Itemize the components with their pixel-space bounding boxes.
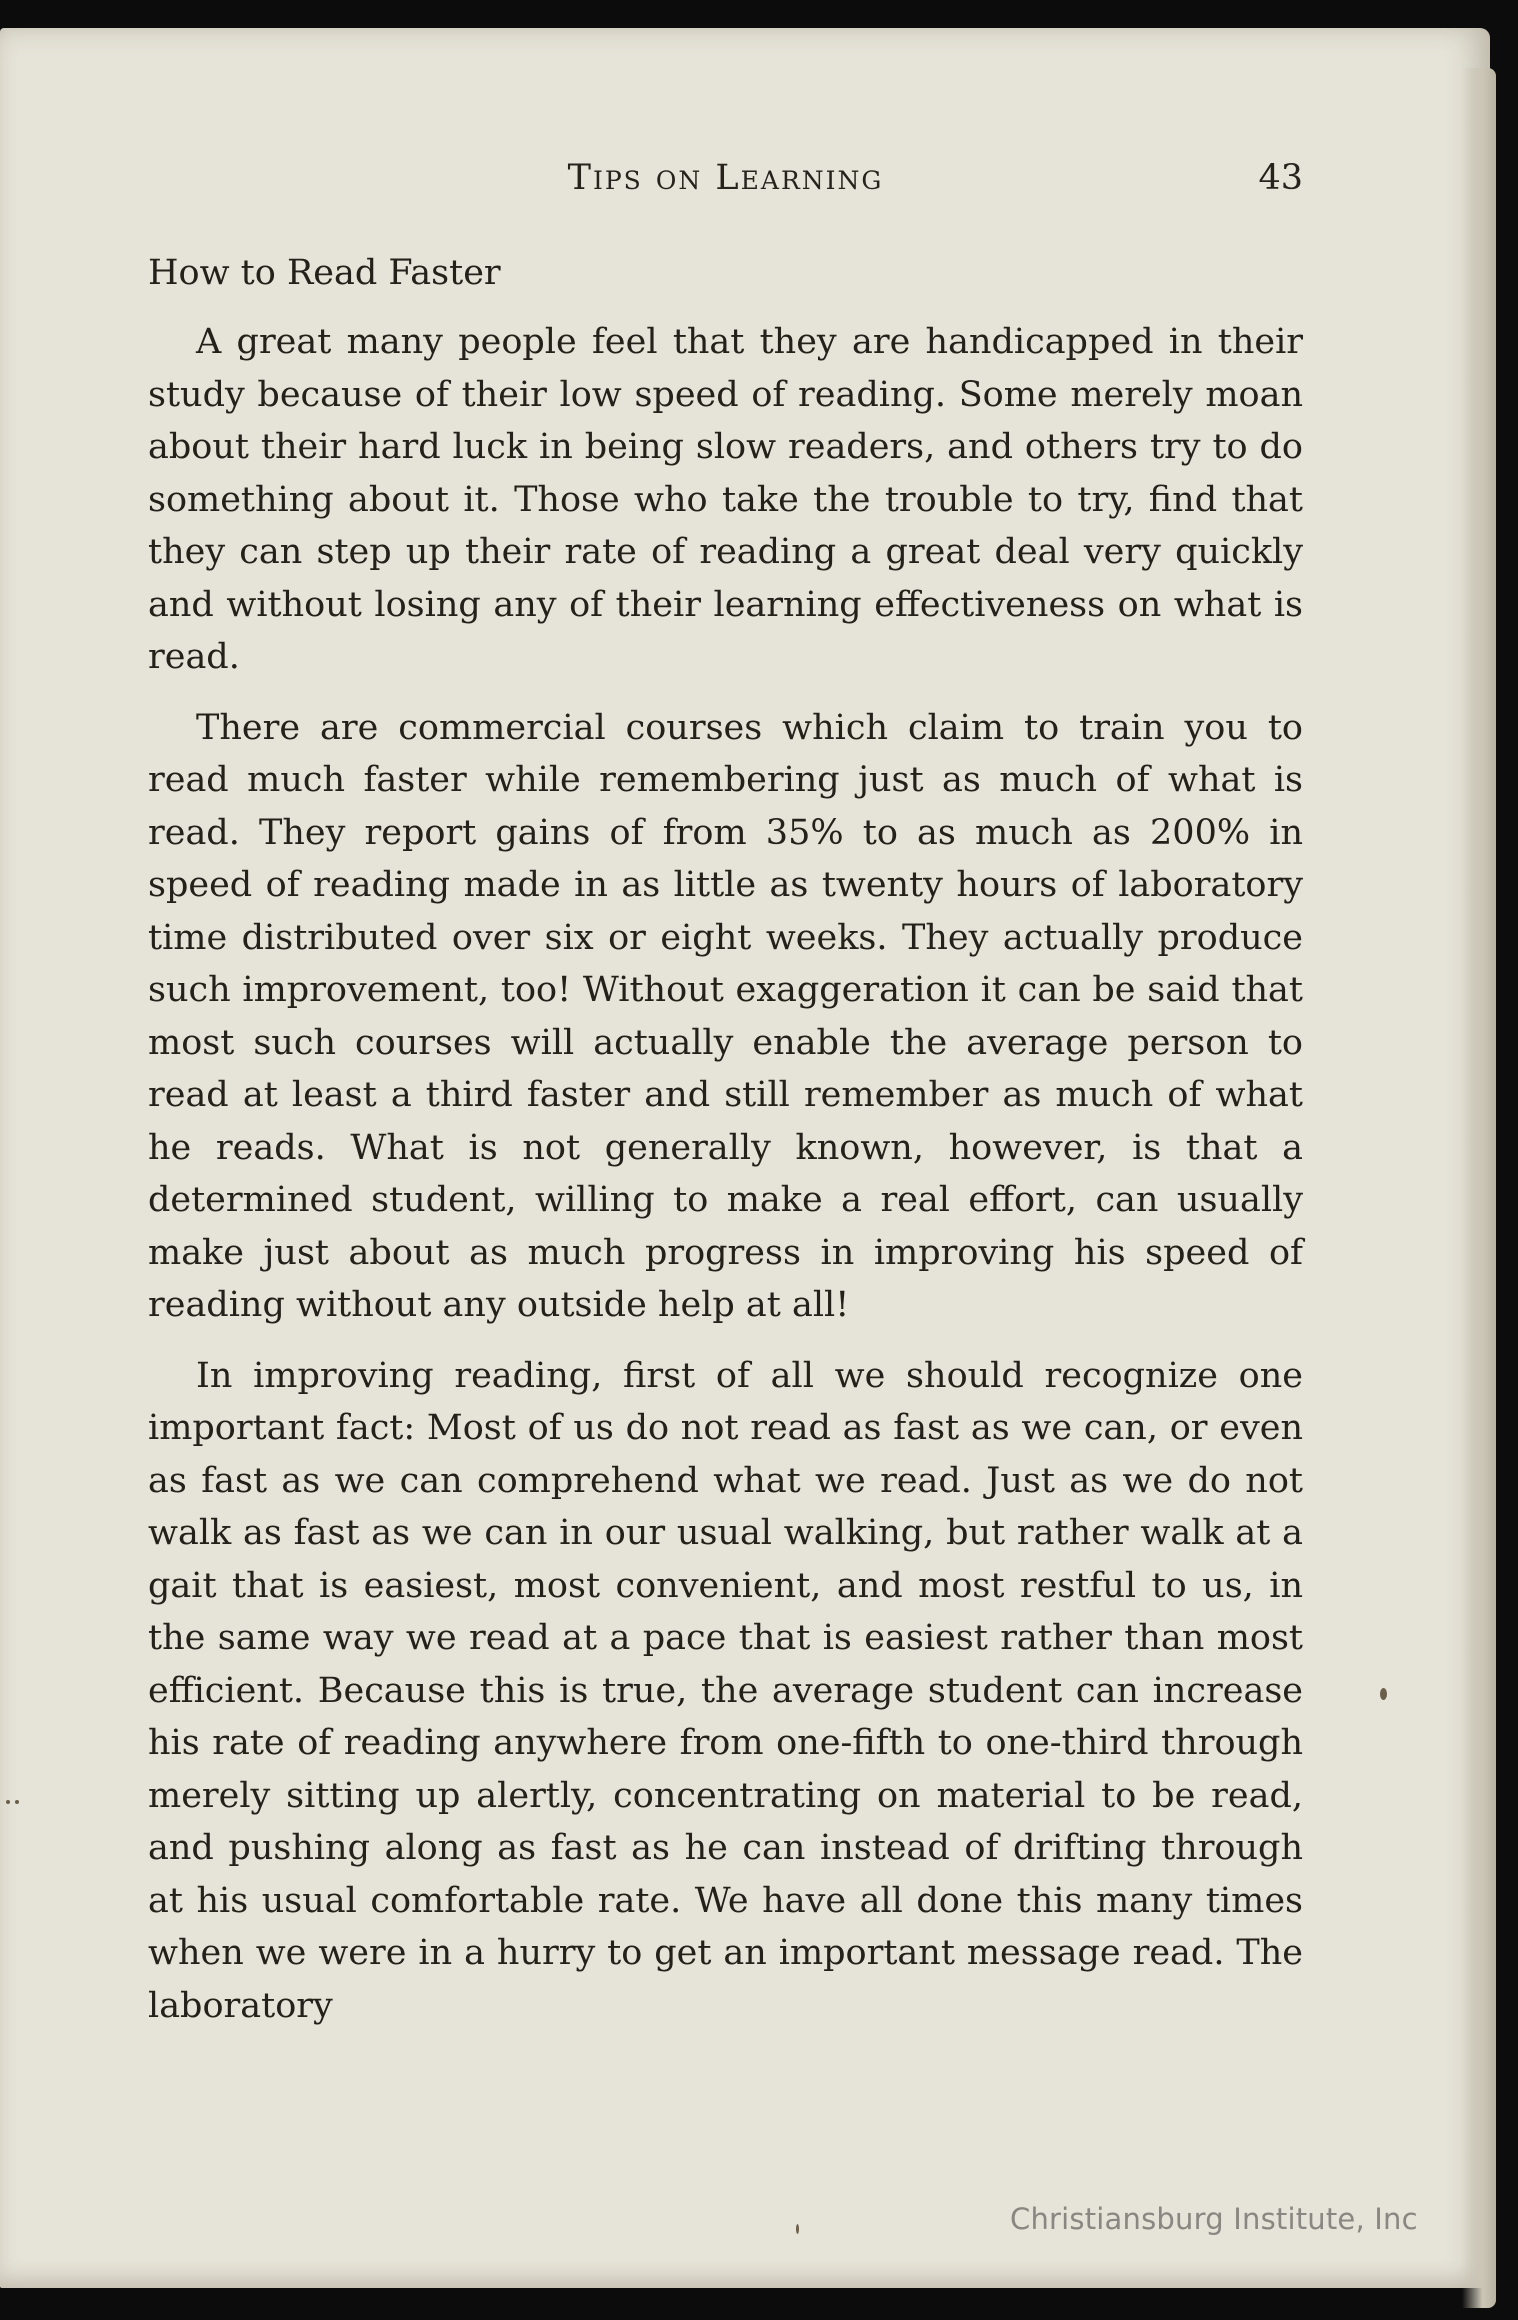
page-body [148, 252, 1303, 2050]
paper-speck [15, 1800, 19, 1804]
page-number: 43 [1258, 158, 1303, 198]
watermark: Christiansburg Institute, Inc [1010, 2202, 1418, 2236]
paper-speck [796, 2224, 799, 2234]
section-heading: How to Read Faster [148, 253, 501, 293]
paper-speck [1380, 1688, 1387, 1700]
paragraph-2: There are commercial courses which claim to train you to read much faster while remembering just as much of what is read. They report gains of from 35% to as much as 200% in speed of reading made in as little as twenty hours of laboratory time distributed over six or eight weeks. They actually produce such improvement, too! Without exaggeration it can be said that most such courses will actually enable the average person to read at least a third faster and still remember as much of what he reads. What is not generally known, however, is that a determined student, willing to make a real effort, can usually make just about as much progress in improving his speed of reading without any outside help at all! [148, 707, 1303, 1325]
page-edge-shading [1462, 68, 1496, 2308]
running-header [148, 158, 1303, 208]
paper-speck [6, 1800, 10, 1804]
paragraph-1: A great many people feel that they are handicapped in their study because of their low speed of reading. Some merely moan about their hard luck in being slow readers, and others try to do something about it. Those who take the trouble to try, find that they can step up their rate of reading a great deal very quickly and without losing any of their learning effectiveness on what is read. [148, 322, 1303, 677]
running-title: Tips on Learning [567, 158, 884, 198]
paragraph-3: In improving reading, first of all we should recognize one important fact: Most of us do not read as fast as we can, or even as fast as we can comprehend what we read. Just as we do not walk as fast as we can in our usual walking, but rather walk at a gait that is easiest, most convenient, and most restful to us, in the same way we read at a pace that is easiest rather than most efficient. Because this is true, the average student can increase his rate of reading anywhere from one-fifth to one-third through merely sitting up alertly, concentrating on material to be read, and pushing along as fast as he can instead of drifting through at his usual comfortable rate. We have all done this many times when we were in a hurry to get an important message read. The laboratory [148, 1355, 1303, 2026]
